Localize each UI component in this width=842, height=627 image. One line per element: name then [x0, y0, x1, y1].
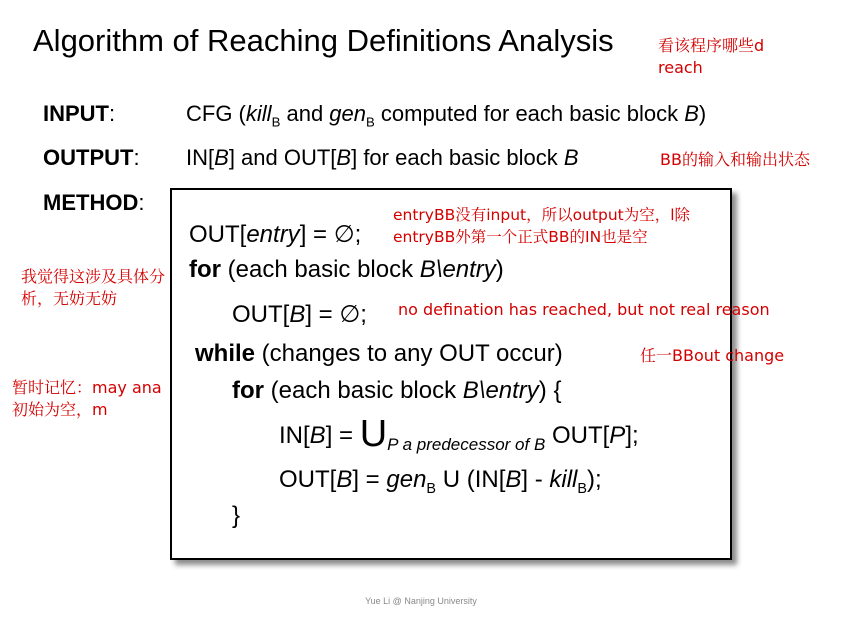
note-analysis: 我觉得这涉及具体分析，无妨无妨 — [21, 267, 166, 308]
note-reach: 看该程序哪些d reach — [658, 36, 765, 77]
output-label: OUTPUT: — [43, 145, 140, 170]
input-label: INPUT: — [43, 101, 116, 126]
code-line-out-update: OUT[B] = gen$_B$ U (IN[B] - kill$_B$); — [279, 466, 602, 497]
note-entry-bb: entryBB没有input，所以output为空，l除entryBB外第一个正式BB的IN也是空 — [393, 206, 691, 246]
footer-credit: Yue Li @ Nanjing University — [365, 596, 477, 606]
code-line-for-init: for (each basic block B\entry) — [189, 256, 504, 283]
note-any-bb-change: 任一BBout change — [640, 346, 785, 365]
code-line-while: while (changes to any OUT occur) — [195, 340, 563, 367]
input-description: CFG (kill$_B$ and gen$_B$ computed for each basic block B) — [186, 101, 707, 130]
method-label: METHOD: — [43, 190, 145, 215]
code-line-for-loop: for (each basic block B\entry) { — [232, 377, 562, 404]
slide-title: Algorithm of Reaching Definitions Analysis — [33, 23, 614, 58]
note-bb-io: BB的输入和输出状态 — [660, 150, 810, 169]
code-line-init-out: OUT[B] = ∅; — [232, 301, 367, 328]
output-description: IN[B] and OUT[B] for each basic block B — [186, 145, 579, 170]
code-line-close-brace: } — [232, 502, 241, 529]
note-may-analysis: 暂时记忆：may ana初始为空，m — [12, 378, 162, 419]
code-line-init-entry: OUT[entry] = ∅; — [189, 221, 362, 248]
code-line-in-update: $IN[B] = U_{P a predecessor of B}$ OUT[P]; — [279, 413, 639, 455]
note-no-definition: no defination has reached, but not real reason — [398, 300, 770, 319]
